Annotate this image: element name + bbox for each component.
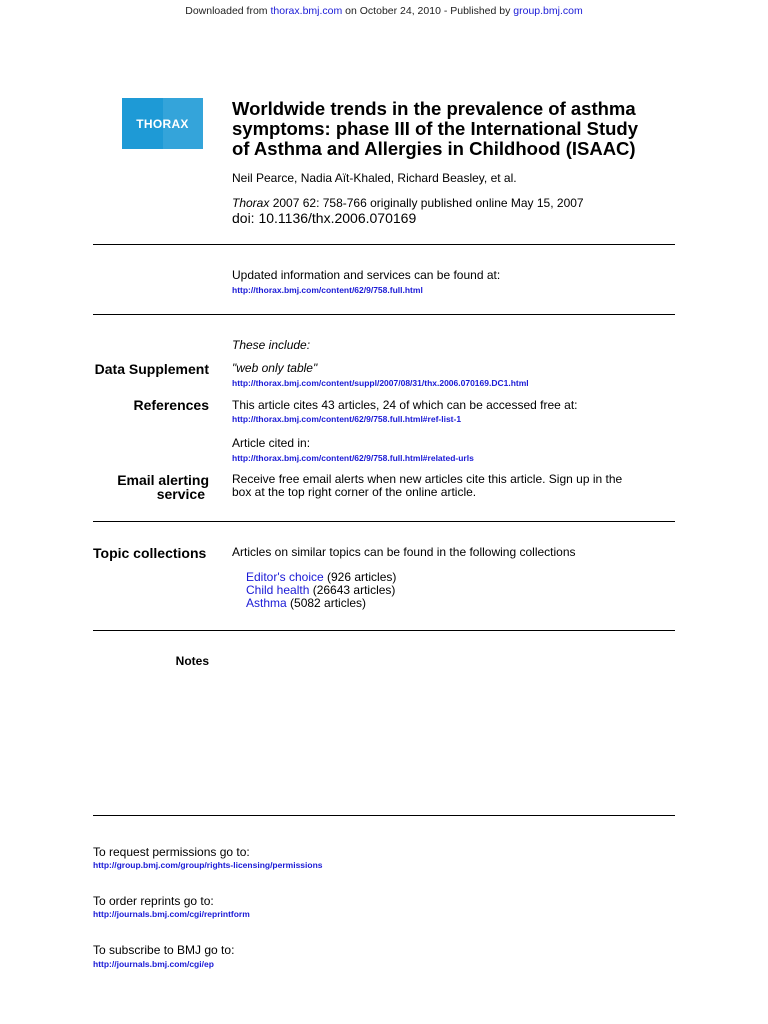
cited-in-link[interactable]: http://thorax.bmj.com/content/62/9/758.full.html#related-urls xyxy=(232,453,474,463)
article-authors: Neil Pearce, Nadia Aït-Khaled, Richard Beasley, et al. xyxy=(232,171,517,185)
citation-details: 2007 62: 758-766 originally published online May 15, 2007 xyxy=(269,196,584,210)
subscribe-text: To subscribe to BMJ go to: xyxy=(93,943,235,957)
email-alerting-label xyxy=(69,473,209,501)
references-text: This article cites 43 articles, 24 of which can be accessed free at: xyxy=(232,398,578,412)
collection-link[interactable]: Editor's choice xyxy=(246,570,324,584)
reprints-text: To order reprints go to: xyxy=(93,894,214,908)
site-link[interactable]: thorax.bmj.com xyxy=(270,5,343,17)
article-doi: doi: 10.1136/thx.2006.070169 xyxy=(232,210,417,226)
email-alerting-text xyxy=(232,473,622,498)
includes-heading: These include: xyxy=(232,338,311,352)
article-title xyxy=(232,99,672,159)
download-prefix: Downloaded from xyxy=(185,5,271,17)
list-item xyxy=(246,597,396,610)
topic-collections-label: Topic collections xyxy=(93,545,207,561)
topic-collections-text: Articles on similar topics can be found in the following collections xyxy=(232,545,576,559)
permissions-link[interactable]: http://group.bmj.com/group/rights-licensing/permissions xyxy=(93,860,323,870)
title-line-3: of Asthma and Allergies in Childhood (ISAAC) xyxy=(232,138,636,159)
collection-list xyxy=(246,571,396,609)
divider xyxy=(93,314,675,315)
download-middle: on October 24, 2010 - Published by xyxy=(342,5,514,17)
references-label: References xyxy=(133,397,209,413)
permissions-text: To request permissions go to: xyxy=(93,845,250,859)
logo-text: THORAX xyxy=(136,116,189,131)
divider xyxy=(93,815,675,816)
download-notice xyxy=(0,5,768,17)
collection-link[interactable]: Asthma xyxy=(246,595,287,610)
references-link[interactable]: http://thorax.bmj.com/content/62/9/758.full.html#ref-list-1 xyxy=(232,414,462,424)
email-alerting-text-line-2: box at the top right corner of the online article. xyxy=(232,484,477,499)
journal-name: Thorax xyxy=(232,196,270,210)
divider xyxy=(93,630,675,631)
email-alerting-text-line-1: Receive free email alerts when new articles cite this article. Sign up in the xyxy=(232,472,623,486)
email-alerting-label-line-2: service xyxy=(156,486,205,502)
notes-label: Notes xyxy=(175,654,209,668)
article-citation xyxy=(232,196,584,210)
collection-count: (5082 articles) xyxy=(286,595,367,610)
collection-count: (26643 articles) xyxy=(309,582,396,597)
divider xyxy=(93,244,675,245)
data-supplement-label: Data Supplement xyxy=(94,361,209,377)
publisher-link[interactable]: group.bmj.com xyxy=(513,5,583,17)
reprints-link[interactable]: http://journals.bmj.com/cgi/reprintform xyxy=(93,909,250,919)
subscribe-link[interactable]: http://journals.bmj.com/cgi/ep xyxy=(93,959,214,969)
collection-link[interactable]: Child health xyxy=(246,582,310,597)
collection-count: (926 articles) xyxy=(323,570,397,584)
updated-info-link[interactable]: http://thorax.bmj.com/content/62/9/758.full.html xyxy=(232,285,423,295)
updated-info-text: Updated information and services can be found at: xyxy=(232,268,501,282)
title-line-1: Worldwide trends in the prevalence of asthma xyxy=(232,98,636,119)
data-supplement-link[interactable]: http://thorax.bmj.com/content/suppl/2007/08/31/thx.2006.070169.DC1.html xyxy=(232,378,529,388)
cited-in-text: Article cited in: xyxy=(232,436,311,450)
thorax-logo xyxy=(122,98,203,149)
data-supplement-text: "web only table" xyxy=(232,361,318,375)
divider xyxy=(93,521,675,522)
title-line-2: symptoms: phase III of the International Study xyxy=(232,118,639,139)
email-alerting-label-line-1: Email alerting xyxy=(117,472,209,488)
